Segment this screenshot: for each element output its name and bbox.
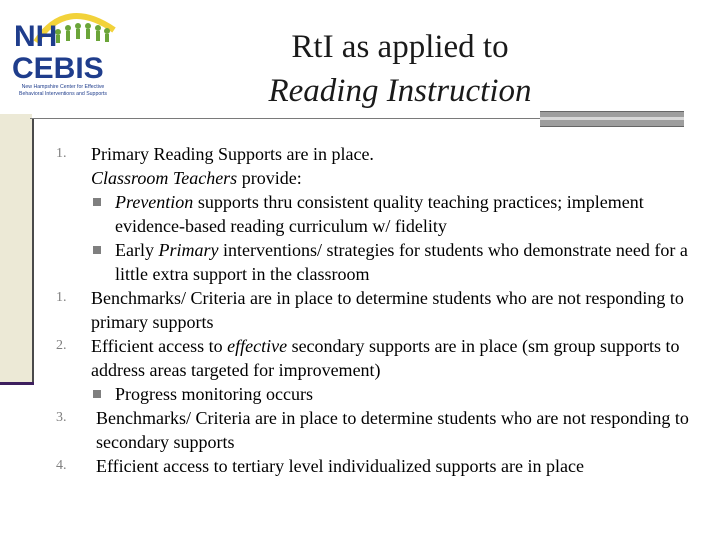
- left-band-accent: [0, 382, 34, 385]
- list-number: 3.: [56, 410, 67, 425]
- list-number: 2.: [56, 338, 67, 353]
- slide-title: [200, 25, 600, 113]
- list-item-text: Efficient access to tertiary level individualized supports are in place: [96, 456, 584, 476]
- logo-tagline-1: New Hampshire Center for Effective: [21, 84, 105, 90]
- list-item-text: Efficient access to effective secondary supports are in place (sm group supports to address areas targeted for improvement): [91, 336, 680, 380]
- list-number: 4.: [56, 458, 67, 473]
- title-line-1: RtI as applied to: [291, 29, 509, 65]
- list-item-benchmarks-primary: [56, 286, 696, 334]
- list-item-benchmarks-secondary: [56, 406, 696, 454]
- nh-cebis-logo-graphic: [6, 2, 120, 112]
- list-item-text: Benchmarks/ Criteria are in place to determine students who are not responding to secondary supports: [96, 408, 689, 452]
- list-number: 1.: [56, 146, 67, 161]
- title-line-2: Reading Instruction: [268, 73, 532, 109]
- list-item-text: Primary Reading Supports are in place.: [91, 144, 374, 164]
- list-item-primary-supports: [56, 142, 696, 190]
- title-divider-bar: [540, 111, 684, 127]
- list-item-continuation: Classroom Teachers provide:: [91, 168, 302, 188]
- slide-body: [56, 142, 696, 478]
- list-item-tertiary-supports: [56, 454, 696, 478]
- square-bullet-icon: [93, 198, 101, 206]
- sub-bullet-early-primary: Early Primary interventions/ strategies for students who demonstrate need for a little extra support in the classroom: [93, 238, 696, 286]
- title-divider-line: [30, 118, 540, 119]
- sub-bullet-progress-monitoring: Progress monitoring occurs: [93, 382, 696, 406]
- logo-tagline-2: Behavioral Interventions and Supports: [19, 91, 107, 97]
- square-bullet-icon: [93, 390, 101, 398]
- sub-bullet-prevention: Prevention supports thru consistent quality teaching practices; implement evidence-based reading curriculum w/ fidelity: [93, 190, 696, 238]
- list-item-text: Benchmarks/ Criteria are in place to determine students who are not responding to primary supports: [91, 288, 684, 332]
- list-number: 1.: [56, 290, 67, 305]
- logo-nh-text: NH: [14, 20, 58, 53]
- list-item-secondary-supports: [56, 334, 696, 382]
- logo-cebis-text: CEBIS: [12, 52, 104, 85]
- nh-cebis-logo: [6, 2, 120, 112]
- left-decorative-band: [0, 114, 32, 384]
- left-band-divider: [32, 118, 34, 384]
- square-bullet-icon: [93, 246, 101, 254]
